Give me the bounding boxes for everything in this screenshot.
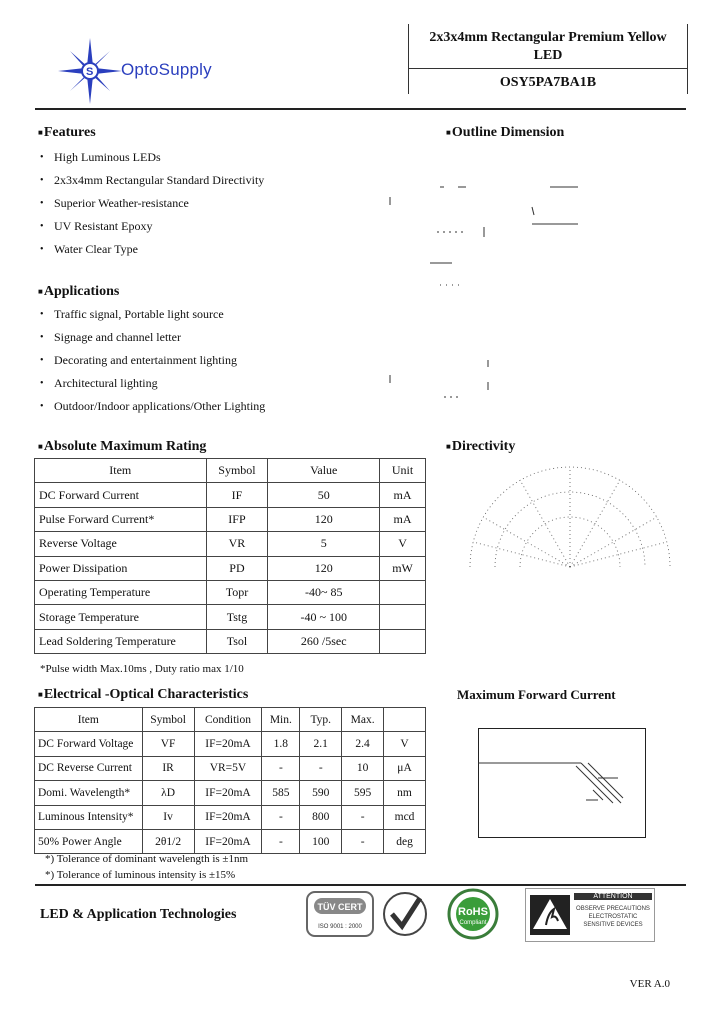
features-list <box>40 146 400 261</box>
col-header: Unit <box>380 459 426 483</box>
cell-symbol: VR <box>206 532 268 556</box>
cell-item: Reverse Voltage <box>35 532 207 556</box>
cell-symbol: Tsol <box>206 629 268 653</box>
cell-typ: - <box>300 756 342 780</box>
cell-value: 5 <box>268 532 380 556</box>
outline-heading: ■Outline Dimension <box>446 125 565 140</box>
cell-condition: IF=20mA <box>194 781 262 805</box>
cell-unit: V <box>380 532 426 556</box>
cell-max: - <box>342 805 384 829</box>
cell-condition: IF=20mA <box>194 732 262 756</box>
electro-optical-table <box>34 707 426 854</box>
col-header: Symbol <box>142 708 194 732</box>
title-box <box>408 24 688 94</box>
cell-item: Domi. Wavelength* <box>35 781 143 805</box>
cell-unit: V <box>384 732 426 756</box>
cell-item: Power Dissipation <box>35 556 207 580</box>
table-row <box>35 605 426 629</box>
features-heading: ■Features <box>38 125 96 140</box>
absolute-max-note: *Pulse width Max.10ms , Duty ratio max 1/10 <box>40 663 244 675</box>
cell-unit: μA <box>384 756 426 780</box>
list-item: • 2x3x4mm Rectangular Standard Directivity <box>40 169 400 192</box>
cell-unit <box>380 605 426 629</box>
cell-unit: deg <box>384 829 426 853</box>
cell-item: DC Reverse Current <box>35 756 143 780</box>
cell-item: Operating Temperature <box>35 580 207 604</box>
table-row <box>35 483 426 507</box>
table-row <box>35 805 426 829</box>
list-item: • High Luminous LEDs <box>40 146 400 169</box>
cell-unit: mcd <box>384 805 426 829</box>
bottom-divider <box>35 884 686 886</box>
compliance-check-icon <box>382 890 428 938</box>
cell-symbol: Tstg <box>206 605 268 629</box>
cell-value: 120 <box>268 556 380 580</box>
directivity-chart <box>455 462 685 577</box>
list-item: • Superior Weather-resistance <box>40 192 400 215</box>
cell-max: 10 <box>342 756 384 780</box>
cell-item: Storage Temperature <box>35 605 207 629</box>
cell-value: -40 ~ 100 <box>268 605 380 629</box>
col-header: Max. <box>342 708 384 732</box>
directivity-heading: ■Directivity <box>446 439 516 454</box>
list-item: • Signage and channel letter <box>40 326 400 349</box>
tuv-cert-icon <box>306 890 374 938</box>
table-row <box>35 580 426 604</box>
cell-value: -40~ 85 <box>268 580 380 604</box>
svg-text:Compliant: Compliant <box>459 920 487 926</box>
cell-symbol: IF <box>206 483 268 507</box>
cell-value: 260 /5sec <box>268 629 380 653</box>
cell-condition: IF=20mA <box>194 805 262 829</box>
table-row <box>35 532 426 556</box>
product-title-line2: LED <box>533 48 563 63</box>
max-forward-current-graph <box>478 728 646 838</box>
table-row <box>35 629 426 653</box>
cell-max: - <box>342 829 384 853</box>
cell-item: DC Forward Voltage <box>35 732 143 756</box>
esd-line: SENSITIVE DEVICES <box>583 922 643 928</box>
esd-title: ATTENTION <box>574 893 652 900</box>
max-forward-current-heading: Maximum Forward Current <box>457 687 616 702</box>
list-item: • Decorating and entertainment lighting <box>40 349 400 372</box>
cell-unit <box>380 580 426 604</box>
cell-min: 585 <box>262 781 300 805</box>
cell-min: - <box>262 756 300 780</box>
tolerance-note: *) Tolerance of dominant wavelength is ±1nm <box>45 853 249 865</box>
svg-text:S: S <box>86 66 94 78</box>
version-label: VER A.0 <box>629 978 670 990</box>
table-row <box>35 756 426 780</box>
cell-max: 2.4 <box>342 732 384 756</box>
cell-min: - <box>262 829 300 853</box>
svg-text:ISO 9001 : 2000: ISO 9001 : 2000 <box>318 924 362 930</box>
cell-symbol: λD <box>142 781 194 805</box>
col-header: Typ. <box>300 708 342 732</box>
cell-min: - <box>262 805 300 829</box>
cell-item: 50% Power Angle <box>35 829 143 853</box>
cell-unit: nm <box>384 781 426 805</box>
part-number: OSY5PA7BA1B <box>499 75 597 90</box>
cell-item: Luminous Intensity* <box>35 805 143 829</box>
list-item: • Water Clear Type <box>40 238 400 261</box>
cell-value: 50 <box>268 483 380 507</box>
esd-warning <box>525 888 655 942</box>
cell-unit: mA <box>380 483 426 507</box>
cell-value: 120 <box>268 507 380 531</box>
list-item: • Architectural lighting <box>40 372 400 395</box>
cell-condition: IF=20mA <box>194 829 262 853</box>
table-row <box>35 732 426 756</box>
cell-min: 1.8 <box>262 732 300 756</box>
cell-typ: 100 <box>300 829 342 853</box>
brand-name: OptoSupply <box>121 60 212 79</box>
list-item: • UV Resistant Epoxy <box>40 215 400 238</box>
company-name: LED & Application Technologies <box>40 907 237 922</box>
cell-typ: 800 <box>300 805 342 829</box>
cell-unit: mW <box>380 556 426 580</box>
esd-line: ELECTROSTATIC <box>588 914 638 920</box>
product-title-line1: 2x3x4mm Rectangular Premium Yellow <box>429 30 667 45</box>
cell-item: Pulse Forward Current* <box>35 507 207 531</box>
cell-symbol: PD <box>206 556 268 580</box>
cell-typ: 2.1 <box>300 732 342 756</box>
col-header: Item <box>35 708 143 732</box>
cell-max: 595 <box>342 781 384 805</box>
absolute-max-heading: ■Absolute Maximum Rating <box>38 439 207 454</box>
table-row <box>35 556 426 580</box>
applications-heading: ■Applications <box>38 284 120 299</box>
electro-optical-heading: ■Electrical -Optical Characteristics <box>38 687 249 702</box>
outline-drawing <box>380 175 600 410</box>
cell-condition: VR=5V <box>194 756 262 780</box>
tolerance-note: *) Tolerance of luminous intensity is ±15% <box>45 869 236 881</box>
col-header <box>384 708 426 732</box>
cell-symbol: VF <box>142 732 194 756</box>
table-header-row <box>35 708 426 732</box>
esd-warning-icon <box>530 895 570 935</box>
col-header: Symbol <box>206 459 268 483</box>
table-row <box>35 829 426 853</box>
cell-item: Lead Soldering Temperature <box>35 629 207 653</box>
cell-typ: 590 <box>300 781 342 805</box>
col-header: Value <box>268 459 380 483</box>
cell-symbol: IR <box>142 756 194 780</box>
list-item: • Traffic signal, Portable light source <box>40 303 400 326</box>
svg-text:RoHS: RoHS <box>458 906 488 918</box>
list-item: • Outdoor/Indoor applications/Other Lighting <box>40 395 400 418</box>
cell-symbol: 2θ1/2 <box>142 829 194 853</box>
table-row <box>35 507 426 531</box>
cell-symbol: Topr <box>206 580 268 604</box>
applications-list <box>40 303 400 418</box>
col-header: Condition <box>194 708 262 732</box>
table-header-row <box>35 459 426 483</box>
absolute-max-table <box>34 458 426 654</box>
svg-text:TÜV CERT: TÜV CERT <box>317 902 363 912</box>
cell-symbol: IFP <box>206 507 268 531</box>
cell-symbol: Iv <box>142 805 194 829</box>
cell-unit <box>380 629 426 653</box>
col-header: Item <box>35 459 207 483</box>
cell-unit: mA <box>380 507 426 531</box>
cell-item: DC Forward Current <box>35 483 207 507</box>
esd-line: OBSERVE PRECAUTIONS <box>576 906 650 912</box>
top-divider <box>35 108 686 110</box>
rohs-icon <box>440 888 506 940</box>
table-row <box>35 781 426 805</box>
col-header: Min. <box>262 708 300 732</box>
